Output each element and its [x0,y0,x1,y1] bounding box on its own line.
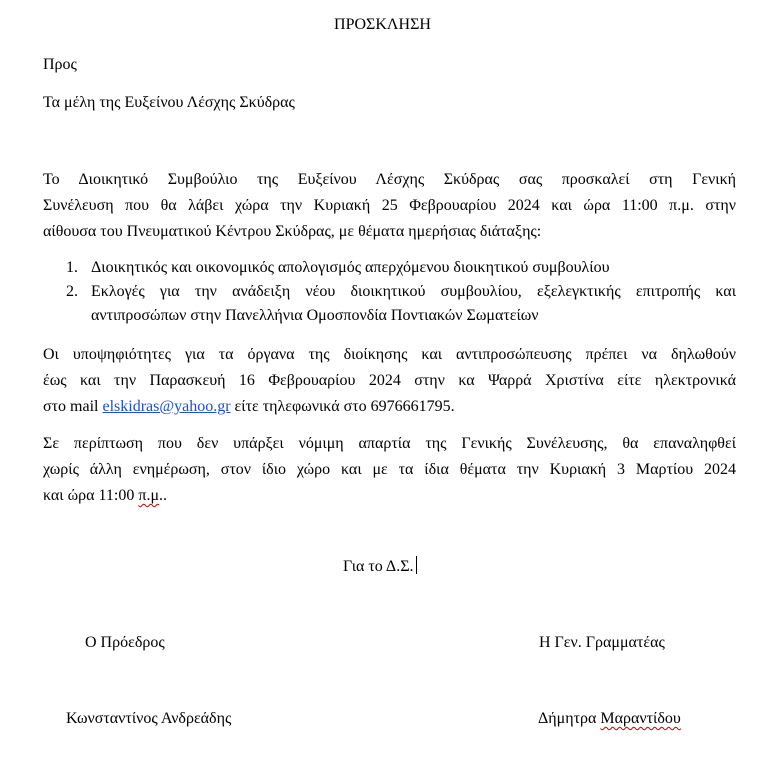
invitation-paragraph [43,167,736,245]
secretary-last-name: Μαραντίδου [600,710,681,727]
invitation-line-2-text: Συνέλευση που θα λάβει χώρα την Κυριακή 25 Φεβρουαρίου 2024 και ώρα 11:00 π.μ. στην [43,197,736,214]
agenda-number: 1. [66,259,78,276]
document-title: ΠΡΟΣΚΛΗΣΗ [334,16,431,33]
secretary-name [538,709,681,729]
agenda-item-text-cont: αντιπροσώπων στην Πανελλήνια Ομοσπονδία Ποντιακών Σωματείων [91,307,539,324]
invitation-line-3: αίθουσα του Πνευματικού Κέντρου Σκύδρας, με θέματα ημερήσιας διάταξης: [43,223,542,240]
agenda-item-1 [66,256,736,280]
spellcheck-marked-text: π.μ [138,487,160,504]
agenda-item-2 [66,280,736,328]
quorum-line-2: χωρίς άλλη ενημέρωση, στον ίδιο χώρο και με τα ίδια θέματα την Κυριακή 3 Μαρτίου 2024 [43,461,736,478]
candidacy-line-3-start: στο mail [43,398,103,415]
invitation-line-2 [43,193,736,219]
candidacy-paragraph [43,342,736,420]
recipient-label: Προς [43,56,77,73]
president-name: Κωνσταντίνος Ανδρεάδης [66,710,232,727]
quorum-line-3-start: και ώρα 11:00 [43,487,139,504]
candidacy-line-3-end: είτε τηλεφωνικά στο 6976661795. [230,398,455,415]
agenda-number: 2. [66,283,78,300]
quorum-line-1: Σε περίπτωση που δεν υπάρξει νόμιμη απαρτία της Γενικής Συνέλευσης, θα επαναληφθεί [43,435,736,452]
quorum-paragraph [43,431,736,509]
agenda-item-text: Διοικητικός και οικονομικός απολογισμός απερχόμενου διοικητικού συμβουλίου [91,259,610,276]
secretary-first-name: Δήμητρα [538,710,601,727]
candidacy-line-1: Οι υποψηφιότητες για τα όργανα της διοίκησης και αντιπροσώπευσης πρέπει να δηλωθούν [43,346,736,363]
recipient-text: Τα μέλη της Ευξείνου Λέσχης Σκύδρας [43,94,295,111]
email-link[interactable]: elskidras@yahoo.gr [102,398,231,415]
closing-text: Για το Δ.Σ. [343,558,414,575]
closing-line [343,556,417,577]
text-cursor [416,556,417,574]
candidacy-line-3 [43,394,736,420]
quorum-line-3-end: .. [159,487,168,504]
agenda-item-text: Εκλογές για την ανάδειξη νέου διοικητικού συμβουλίου, εξελεγκτικής επιτροπής και [91,283,736,300]
agenda-list [66,256,736,328]
president-title: Ο Πρόεδρος [85,634,165,651]
quorum-line-3 [43,483,736,509]
secretary-title: Η Γεν. Γραμματέας [539,634,665,651]
invitation-line-1: Το Διοικητικό Συμβούλιο της Ευξείνου Λέσχης Σκύδρας σας προσκαλεί στη Γενική [43,171,736,188]
candidacy-line-2: έως και την Παρασκευή 16 Φεβρουαρίου 2024 στην κα Ψαρρά Χριστίνα είτε ηλεκτρονικά [43,372,736,389]
